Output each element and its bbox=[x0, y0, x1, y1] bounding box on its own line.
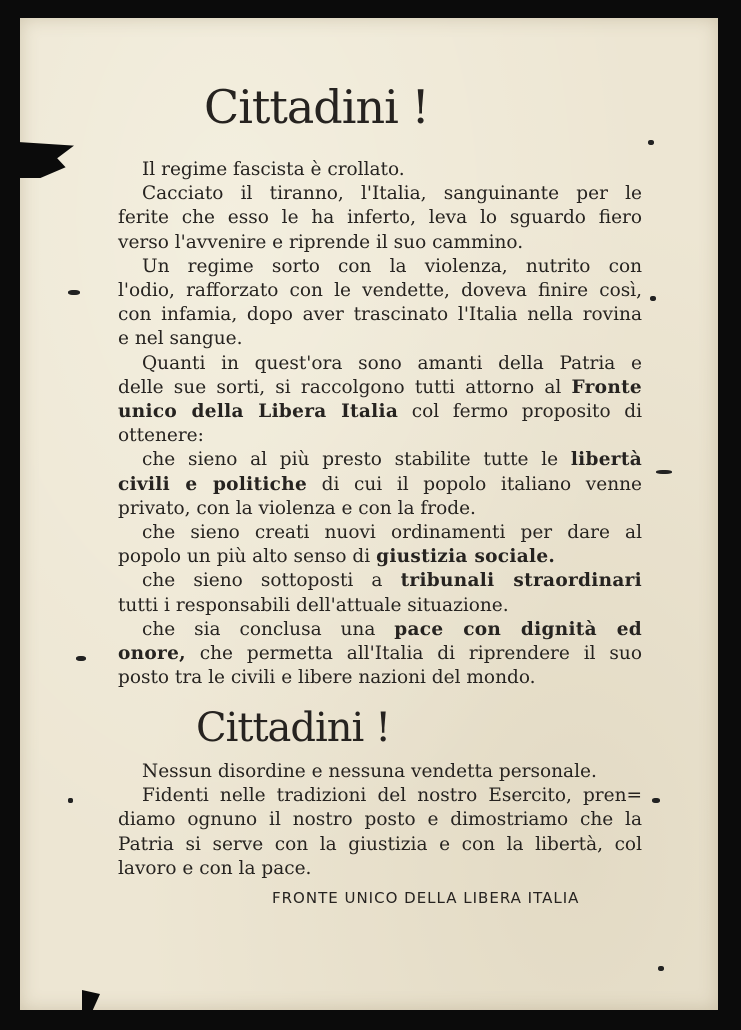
bold-phrase: onore, bbox=[118, 643, 186, 665]
paragraph-line: con infamia, dopo aver trascinato l'Italia nella rovina bbox=[118, 304, 642, 326]
bold-phrase: civili e politiche bbox=[118, 473, 308, 495]
leaflet-body bbox=[118, 158, 642, 690]
ink-speck bbox=[656, 470, 672, 474]
paragraph-line bbox=[118, 400, 642, 424]
leaflet-closing bbox=[118, 760, 642, 881]
paragraph-line: diamo ognuno il nostro posto e dimostriamo che la bbox=[118, 809, 642, 831]
paragraph-line: l'odio, rafforzato con le vendette, doveva finire così, bbox=[118, 280, 642, 302]
paragraph-line: verso l'avvenire e riprende il suo cammino. bbox=[118, 231, 524, 253]
paragraph-line: ottenere: bbox=[118, 425, 204, 447]
paragraph-line bbox=[118, 569, 642, 593]
paragraph-line: Nessun disordine e nessuna vendetta personale. bbox=[142, 761, 597, 782]
paragraph-line: privato, con la violenza e con la frode. bbox=[118, 497, 476, 519]
paragraph-line bbox=[118, 473, 642, 497]
paragraph-line: Quanti in quest'ora sono amanti della Patria e bbox=[142, 352, 642, 374]
paragraph-line: ferite che esso le ha inferto, leva lo sguardo fiero bbox=[118, 207, 642, 229]
bold-phrase: Fronte bbox=[571, 376, 642, 398]
paragraph-line: posto tra le civili e libere nazioni del mondo. bbox=[118, 667, 536, 689]
line-text: col fermo proposito di bbox=[411, 401, 642, 423]
ink-speck bbox=[68, 290, 80, 295]
paragraph-line bbox=[118, 448, 642, 472]
paragraph-line: lavoro e con la pace. bbox=[118, 857, 312, 879]
paragraph-line: e nel sangue. bbox=[118, 328, 243, 350]
line-text: che sieno al più presto stabilite tutte le bbox=[142, 449, 559, 471]
paragraph-line: tutti i responsabili dell'attuale situazione. bbox=[118, 594, 509, 616]
paragraph-line bbox=[118, 376, 642, 400]
signature: FRONTE UNICO DELLA LIBERA ITALIA bbox=[272, 889, 580, 907]
ink-speck bbox=[652, 798, 660, 803]
paragraph-line bbox=[118, 545, 642, 569]
ink-speck bbox=[648, 140, 654, 145]
line-text: delle sue sorti, si raccolgono tutti attorno al bbox=[118, 376, 562, 398]
paragraph-line bbox=[118, 642, 642, 666]
bold-phrase: pace con dignità ed bbox=[394, 618, 642, 640]
leaflet-subtitle: Cittadini ! bbox=[196, 705, 391, 751]
paragraph-line bbox=[118, 618, 642, 642]
paragraph-line: Fidenti nelle tradizioni del nostro Esercito, pren= bbox=[142, 785, 642, 807]
paragraph-line: Il regime fascista è crollato. bbox=[142, 159, 405, 180]
line-text: che sia conclusa una bbox=[142, 618, 376, 640]
line-text: che permetta all'Italia di riprendere il suo bbox=[199, 643, 642, 665]
paragraph-line: che sieno creati nuovi ordinamenti per dare al bbox=[142, 522, 642, 544]
line-text: che sieno sottoposti a bbox=[142, 570, 383, 592]
leaflet-title: Cittadini ! bbox=[204, 80, 429, 134]
ink-speck bbox=[76, 656, 86, 661]
bold-phrase: tribunali straordinari bbox=[400, 570, 642, 592]
ink-speck bbox=[68, 798, 73, 803]
ink-speck bbox=[658, 966, 664, 971]
paragraph-line: Cacciato il tiranno, l'Italia, sanguinante per le bbox=[142, 183, 642, 205]
bold-phrase: libertà bbox=[570, 449, 642, 471]
ink-speck bbox=[650, 296, 656, 301]
bold-phrase: unico della Libera Italia bbox=[118, 401, 399, 423]
line-text: di cui il popolo italiano venne bbox=[321, 473, 642, 495]
paragraph-line: Patria si serve con la giustizia e con la libertà, col bbox=[118, 833, 642, 855]
bold-phrase: giustizia sociale. bbox=[376, 546, 556, 568]
paragraph-line: Un regime sorto con la violenza, nutrito con bbox=[142, 255, 642, 277]
line-text: popolo un più alto senso di bbox=[118, 546, 371, 568]
